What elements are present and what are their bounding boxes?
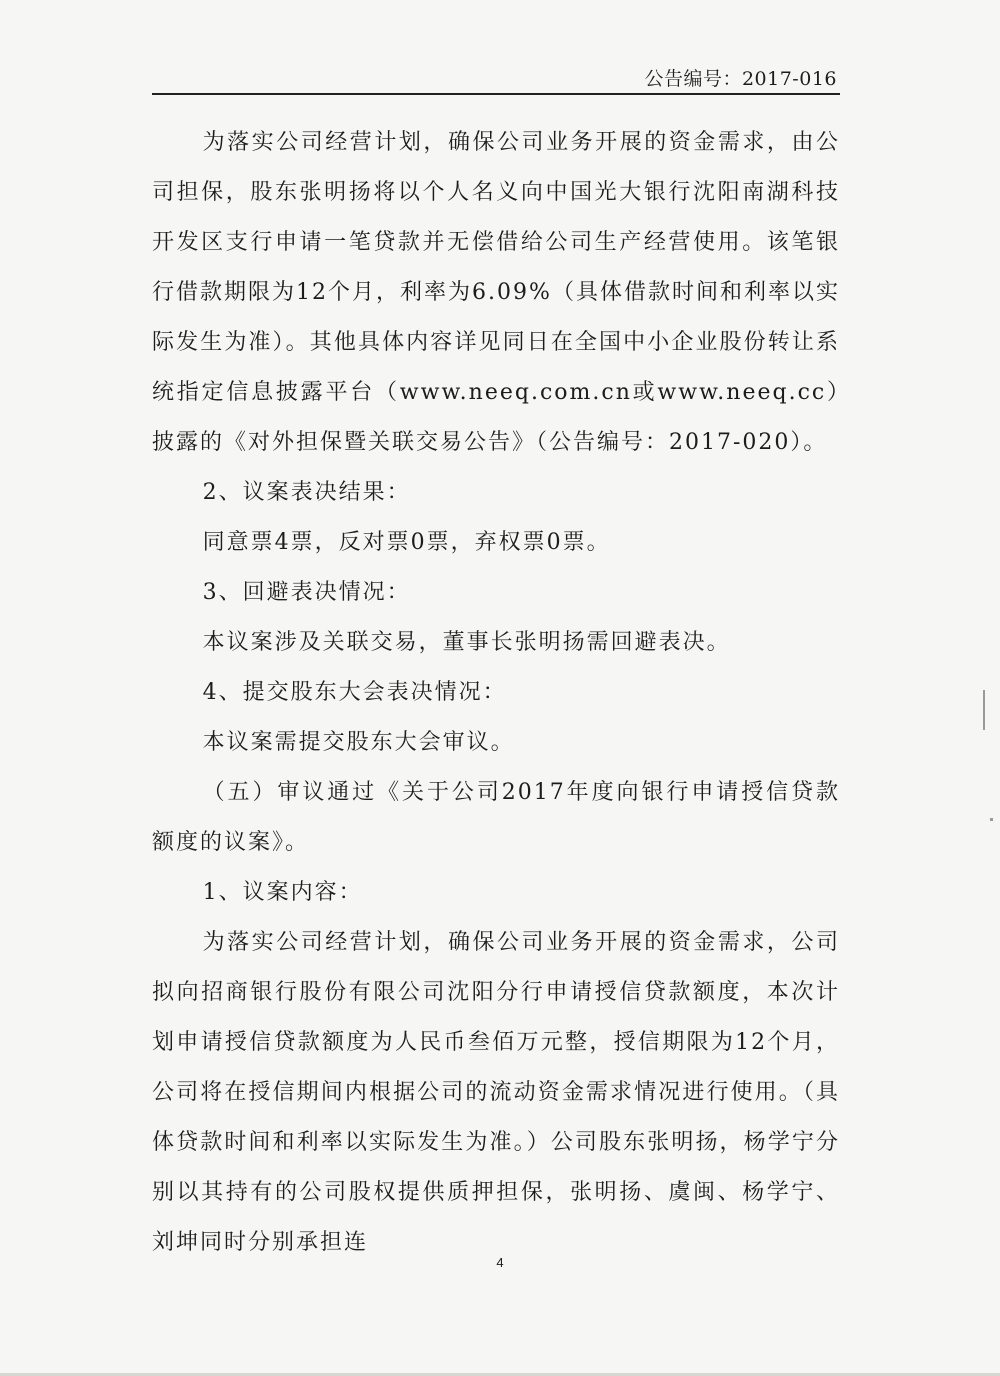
announcement-number: 公告编号：2017-016 bbox=[644, 68, 837, 90]
paragraph-vote-result-heading: 2、议案表决结果： bbox=[202, 480, 411, 505]
paragraph-vote-result: 同意票4票，反对票0票，弃权票0票。 bbox=[202, 530, 611, 555]
paragraph-recusal: 本议案涉及关联交易，董事长张明扬需回避表决。 bbox=[202, 630, 731, 655]
paragraph-shareholder: 本议案需提交股东大会审议。 bbox=[202, 730, 515, 755]
paragraph-credit-details: 为落实公司经营计划，确保公司业务开展的资金需求，公司拟向招商银行股份有限公司沈阳分行申请授信贷款额度，本次计划申请授信贷款额度为人民币叁佰万元整，授信期限为12个月，公司将在授信期间内根据公司的流动资金需求情况进行使用。（具体贷款时间和利率以实际发生为准。）公司股东张明扬，杨学宁分别以其持有的公司股权提供质押担保，张明扬、虞闽、杨学宁、刘坤同时分别承担连 bbox=[152, 930, 840, 1255]
page-number: 4 bbox=[496, 1255, 504, 1270]
paragraph-motion-five: （五）审议通过《关于公司2017年度向银行申请授信贷款额度的议案》。 bbox=[152, 780, 840, 855]
paragraph-loan-details: 为落实公司经营计划，确保公司业务开展的资金需求，由公司担保，股东张明扬将以个人名义向中国光大银行沈阳南湖科技开发区支行申请一笔贷款并无偿借给公司生产经营使用。该笔银行借款期限为12个月，利率为6.09%（具体借款时间和利率以实际发生为准）。其他具体内容详见同日在全国中小企业股份转让系统指定信息披露平台（www.neeq.com.cn或www.neeq.cc）披露的《对外担保暨关联交易公告》（公告编号：2017-020）。 bbox=[152, 130, 840, 455]
scan-mark bbox=[983, 690, 985, 730]
paragraph-motion-content-heading: 1、议案内容： bbox=[202, 880, 363, 905]
header-rule bbox=[152, 93, 840, 95]
paragraph-shareholder-heading: 4、提交股东大会表决情况： bbox=[202, 680, 507, 705]
scan-mark bbox=[990, 818, 993, 821]
body-text bbox=[152, 118, 840, 1268]
paragraph-recusal-heading: 3、回避表决情况： bbox=[202, 580, 411, 605]
